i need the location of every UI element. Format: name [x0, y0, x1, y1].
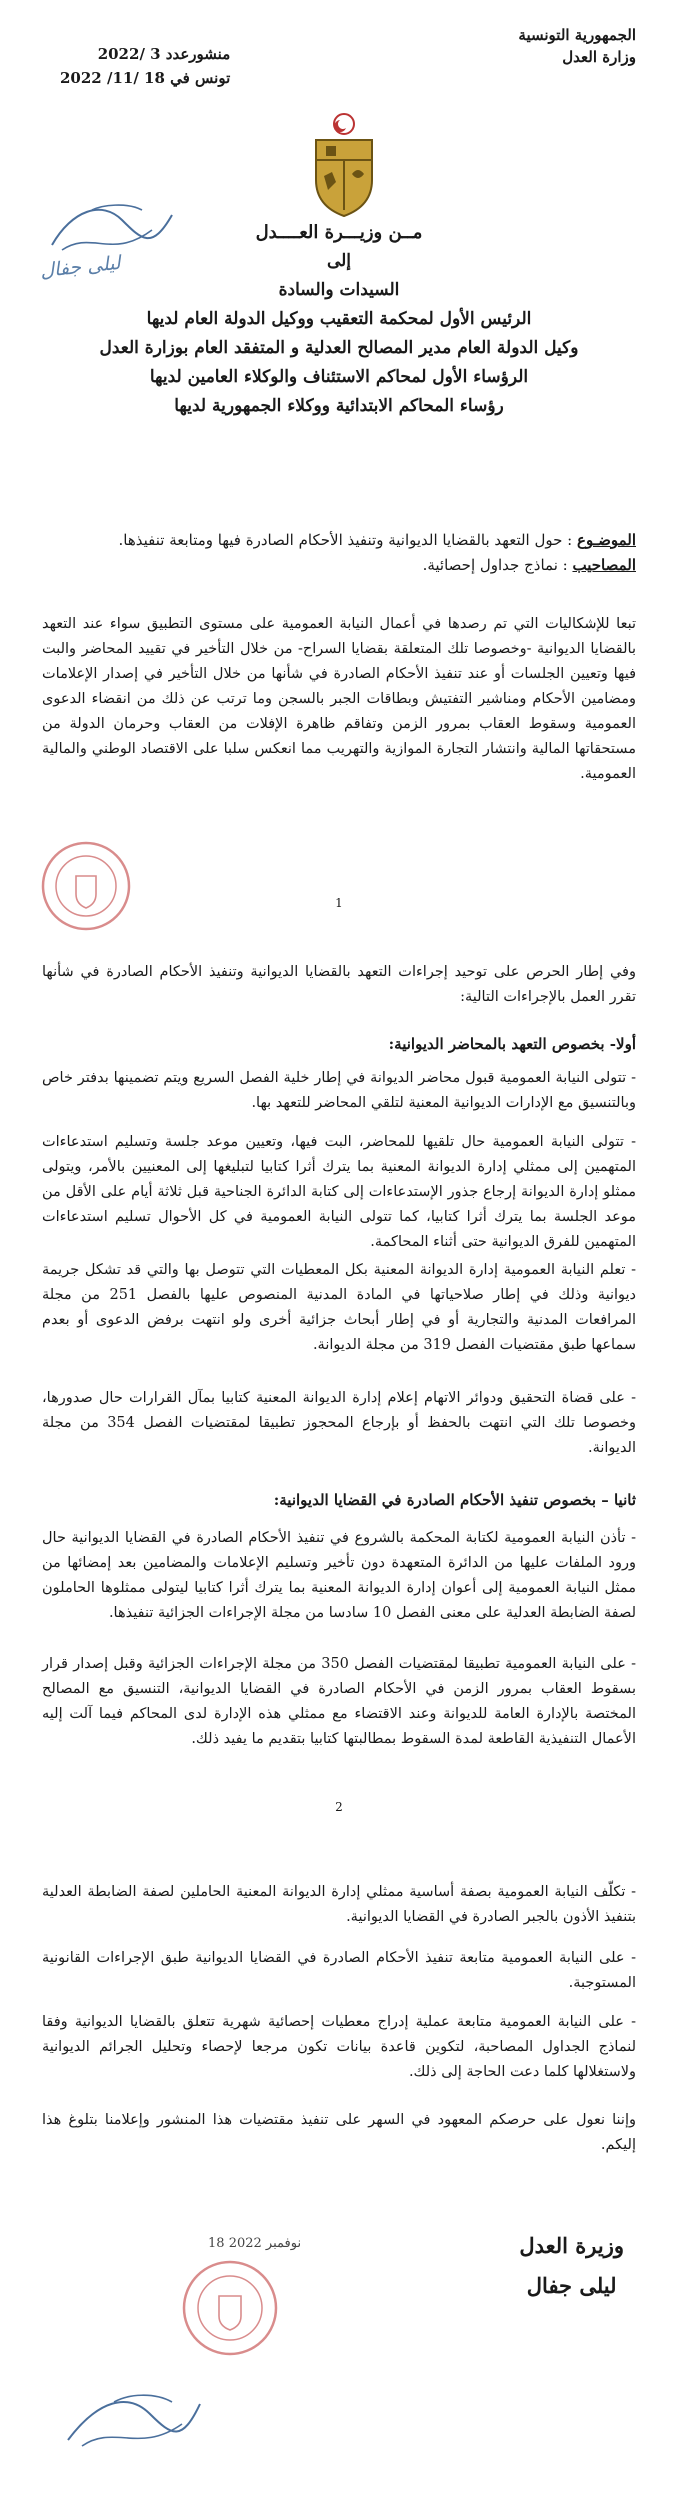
subject-text: : حول التعهد بالقضايا الديوانية وتنفيذ الأحكام الصادرة فيها ومتابعة تنفيذها. [118, 531, 573, 549]
page-number-2: 2 [335, 1800, 343, 1814]
header-issuer [518, 24, 636, 68]
header-reference [60, 42, 230, 90]
republic-label: الجمهورية التونسية [518, 26, 636, 44]
signature-block [519, 2226, 624, 2306]
attachments-line [42, 553, 636, 578]
tunisia-coat-of-arms-icon [296, 110, 392, 222]
section-1-item: - على قضاة التحقيق ودوائر الاتهام إعلام إدارة الديوانة المعنية كتابيا بمآل القرارات حال صدورها، وخصوصا تلك التي انتهت بالحفظ أو بإرجاع المحجوز تطبيقا لمقتضيات الفصل 354 من مجلة الديوانة. [42, 1390, 636, 1456]
section-2-item: - على النيابة العمومية متابعة عملية إدراج معطيات إحصائية شهرية تتعلق بالقضايا الديوانية وفقا لنماذج الجداول المصاحبة، لتكوين قاعدة بيانات تكون مرجعا لإحصاء وتحليل الجرائم الديوانية ولاستغلالها كلما دعت الحاجة إلى ذلك. [42, 2014, 636, 2080]
section-2-item: - على النيابة العمومية تطبيقا لمقتضيات الفصل 350 من مجلة الإجراءات الجزائية وقبل إصدار قرار بسقوط العقاب بمرور الزمن في الأحكام الصادرة في القضايا الديوانية، التنسيق مع المصالح المختصة بالإدارة العامة للديوانة وعند الاقتضاء مع ممثلي هذه الإدارة لدى المحاكم فيما آلت إليه الأعمال التنفيذية القاطعة لمدة السقوط بمطالبتها كتابيا بتقديم ما يفيد ذلك. [42, 1656, 636, 1747]
subject-line [42, 528, 636, 553]
to-line: إلى [326, 251, 352, 271]
section-1-item: - تتولى النيابة العمومية حال تلقيها للمحاضر، البت فيها، وتعيين موعد جلسة وتسليم استدعاءات المتهمين إلى ممثلي إدارة الديوانة المعنية بما يترك أثرا كتابيا لتبليغها إلى المعنيين بالأمر، ويتولى ممثلو إدارة الديوانة إرجاع جذور الإستدعاءات إلى كتابة الدائرة الجناحية قبل ثلاثة أيام على الأقل من موعد الجلسة بما يترك أثرا كتابيا، كما تتولى النيابة العمومية في كل الأحوال تسليم استدعاءات المتهمين للفرق الديوانية حتى أثناء المحاكمة. [42, 1134, 636, 1250]
section-1-item: - تعلم النيابة العمومية إدارة الديوانة المعنية بكل المعطيات التي تتوصل بها والتي قد تشكل جريمة ديوانية وذلك في إطار صلاحياتها في المادة المدنية المنصوص عليها بالفصل 251 من مجلة المرافعات المدنية والتجارية أو في إطار أبحاث جزائية أخرى ولو انتهت برفض الدعوى أو بعدم سماعها طبق مقتضيات الفصل 319 من مجلة الديوانة. [42, 1262, 636, 1353]
attachments-text: : نماذج جداول إحصائية. [422, 556, 568, 574]
address-block [0, 218, 678, 421]
recipient-line-4: رؤساء المحاكم الابتدائية ووكلاء الجمهورية لديها [174, 396, 504, 416]
ministry-seal-icon [180, 2258, 280, 2358]
subject-block [42, 528, 636, 578]
handwritten-signature-bottom [58, 2380, 208, 2470]
decision-paragraph: وفي إطار الحرص على توحيد إجراءات التعهد بالقضايا الديوانية وتنفيذ الأحكام الصادرة في شأنها تقرر العمل بالإجراءات التالية: [42, 964, 636, 1005]
handwritten-name-top: ليلى جفال [39, 251, 122, 283]
closing-paragraph: وإننا نعول على حرصكم المعهود في السهر على تنفيذ مقتضيات هذا المنشور وإعلامنا بتلوغ هذا إليكم. [42, 2112, 636, 2153]
subject-label: الموضـوع [577, 531, 636, 549]
official-seal-icon [40, 840, 132, 932]
circular-date: تونس في 18 /11/ 2022 [60, 69, 231, 87]
recipient-line-1: الرئيس الأول لمحكمة التعقيب ووكيل الدولة العام لديها [146, 309, 532, 329]
signature-date-stamp: 18 نوفمبر 2022 [208, 2236, 302, 2251]
signatory-title: وزيرة العدل [519, 2233, 624, 2258]
intro-paragraph: تبعا للإشكاليات التي تم رصدها في أعمال النيابة العمومية على مستوى التطبيق سواء عند التعهد بالقضايا الديوانية -وخصوصا تلك المتعلقة بقضايا السراح- من خلال التأخير في تقييد المحاضر والبت فيها وتعيين الجلسات أو عند تنفيذ الأحكام الصادرة في شأنها من خلال التأخير في إصدار الإعلامات ومضامين الأحكام ومناشير التفتيش وبطاقات الجبر بالسجن وما ترتب عن ذلك من انقضاء الدعوى العمومية وسقوط العقاب بمرور الزمن وتفاقم ظاهرة الإفلات من العقاب وحرمان الدولة من مستحقاتها المالية وانتشار التجارة الموازية والتهريب مما انعكس سلبا على الاقتصاد الوطني والمالية العمومية. [42, 616, 636, 782]
section-2-item: - تأذن النيابة العمومية لكتابة المحكمة بالشروع في تنفيذ الأحكام الصادرة في القضايا الديوانية حال ورود الملفات عليها من الدائرة المتعهدة دون تأخير وتسليم الإعلامات والمضامين بعد إمضائها من ممثل النيابة العمومية إلى أعوان إدارة الديوانة المعنية بما يترك أثرا كتابيا ليتولى ممثلوها الحاملون لصفة الضابطة العدلية على معنى الفصل 10 سادسا من مجلة الإجراءات الجزائية تنفيذها. [42, 1530, 636, 1621]
attachments-label: المصاحيب [572, 556, 636, 574]
section-2-title: ثانيا – بخصوص تنفيذ الأحكام الصادرة في القضايا الديوانية: [273, 1491, 636, 1509]
section-2-item: - على النيابة العمومية متابعة تنفيذ الأحكام الصادرة في القضايا الديوانية طبق الإجراءات القانونية المستوجبة. [42, 1950, 636, 1991]
signatory-name: ليلى جفال [526, 2273, 617, 2298]
section-2-item: - تكلّف النيابة العمومية بصفة أساسية ممثلي إدارة الديوانة المعنية الحاملين لصفة الضابطة العدلية بتنفيذ الأذون بالجبر الصادرة في القضايا الديوانية. [42, 1884, 636, 1925]
salutation-line: السيدات والسادة [278, 280, 400, 300]
page-number-1: 1 [335, 896, 343, 910]
recipient-line-2: وكيل الدولة العام مدير المصالح العدلية و المتفقد العام بوزارة العدل [99, 338, 579, 358]
section-1-title: أولا- بخصوص التعهد بالمحاضر الديوانية: [388, 1035, 636, 1053]
section-1-item: - تتولى النيابة العمومية قبول محاضر الديوانة في إطار خلية الفصل السريع ويتم تضمينها بدفتر خاص وبالتنسيق مع الإدارات الديوانية المعنية لتلقي المحاضر للتعهد بها. [42, 1070, 636, 1111]
circular-number: منشورعدد 3 /2022 [97, 45, 231, 63]
sender-line: مــن وزيـــرة العــــدل [255, 222, 423, 243]
recipient-line-3: الرؤساء الأول لمحاكم الاستئناف والوكلاء العامين لديها [149, 367, 529, 387]
ministry-label: وزارة العدل [562, 48, 636, 66]
